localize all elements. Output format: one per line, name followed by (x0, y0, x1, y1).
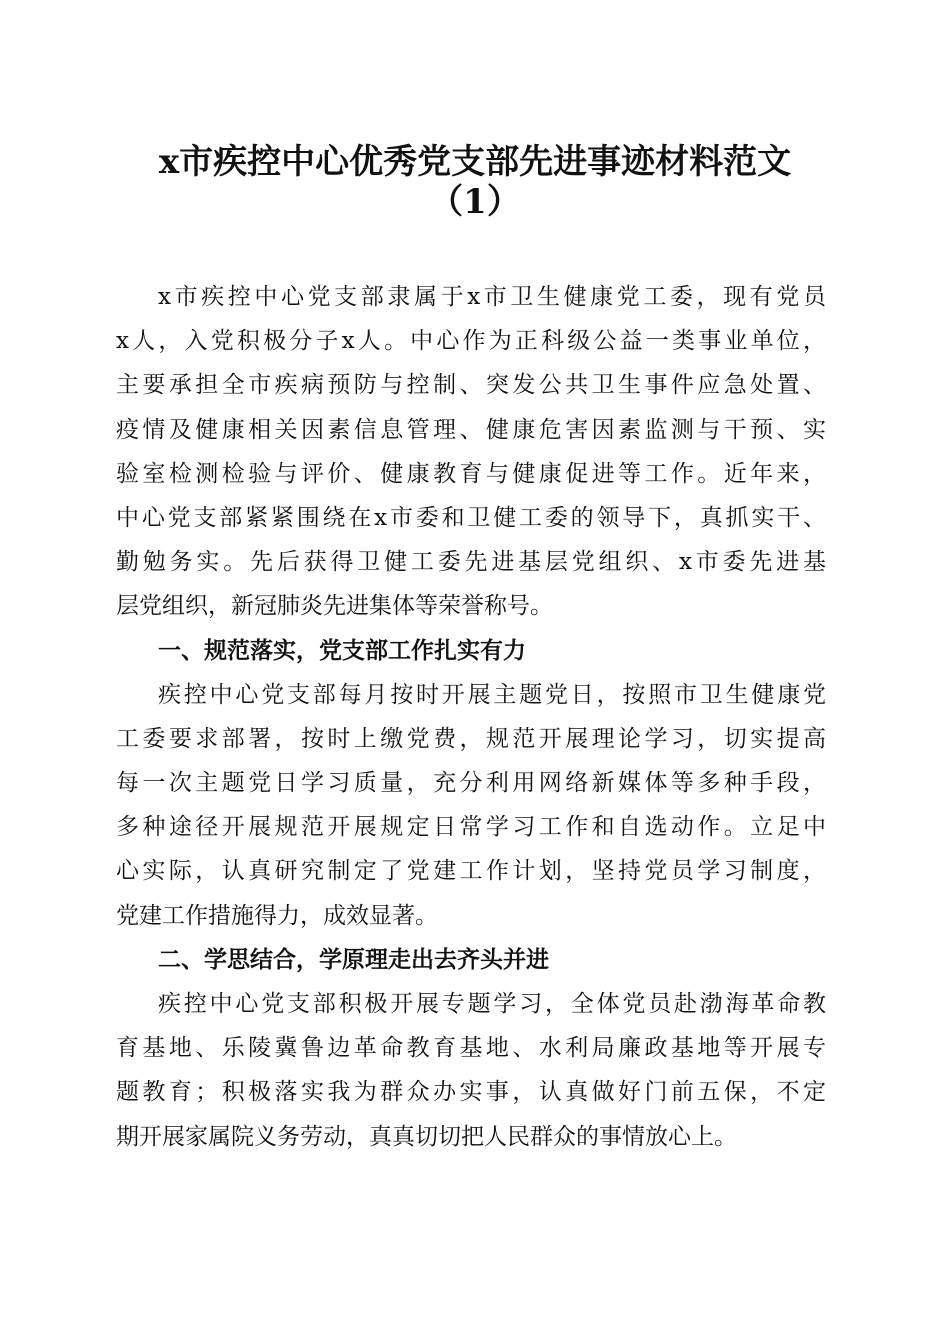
document-title (0, 142, 950, 222)
paragraph-line: 期开展家属院义务劳动，真真切切把人民群众的事情放心上。 (116, 1123, 737, 1150)
paragraph-line: 验室检测检验与评价、健康教育与健康促进等工作。近年来， (116, 460, 826, 487)
section-heading: 一、规范落实，党支部工作扎实有力 (158, 637, 526, 664)
paragraph-line: 疾控中心党支部每月按时开展主题党日，按照市卫生健康党 (158, 681, 826, 708)
paragraph-line: 疾控中心党支部积极开展专题学习，全体党员赴渤海革命教 (158, 991, 826, 1017)
paragraph (116, 982, 826, 1159)
title-line: x市疾控中心优秀党支部先进事迹材料范文 (158, 142, 792, 182)
paragraph-line: x人，入党积极分子x人。中心作为正科级公益一类事业单位， (116, 328, 826, 355)
document-body (116, 275, 826, 1159)
paragraph-line: 育基地、乐陵冀鲁边革命教育基地、水利局廉政基地等开展专 (116, 1035, 826, 1062)
section-heading: 二、学思结合，学原理走出去齐头并进 (158, 946, 549, 973)
paragraph-line: 党建工作措施得力，成效显著。 (116, 902, 438, 929)
paragraph-line: 勤勉务实。先后获得卫健工委先进基层党组织、x市委先进基 (116, 549, 826, 576)
paragraph-line: 题教育；积极落实我为群众办实事，认真做好门前五保，不定 (116, 1079, 826, 1106)
paragraph (116, 673, 826, 938)
paragraph-line: 工委要求部署，按时上缴党费，规范开展理论学习，切实提高 (116, 725, 826, 752)
paragraph-line: 主要承担全市疾病预防与控制、突发公共卫生事件应急处置、 (116, 372, 826, 399)
paragraph-line: 中心党支部紧紧围绕在x市委和卫健工委的领导下，真抓实干、 (116, 504, 826, 531)
paragraph (116, 275, 826, 629)
paragraph-line: x市疾控中心党支部隶属于x市卫生健康党工委，现有党员 (158, 284, 826, 310)
paragraph-line: 层党组织，新冠肺炎先进集体等荣誉称号。 (116, 593, 553, 620)
paragraph-line: 心实际，认真研究制定了党建工作计划，坚持党员学习制度， (116, 858, 826, 885)
title-subline: （1） (429, 182, 521, 222)
paragraph-line: 多种途径开展规范开展规定日常学习工作和自选动作。立足中 (116, 814, 826, 841)
paragraph-line: 疫情及健康相关因素信息管理、健康危害因素监测与干预、实 (116, 416, 826, 443)
paragraph-line: 每一次主题党日学习质量，充分利用网络新媒体等多种手段， (116, 770, 826, 797)
